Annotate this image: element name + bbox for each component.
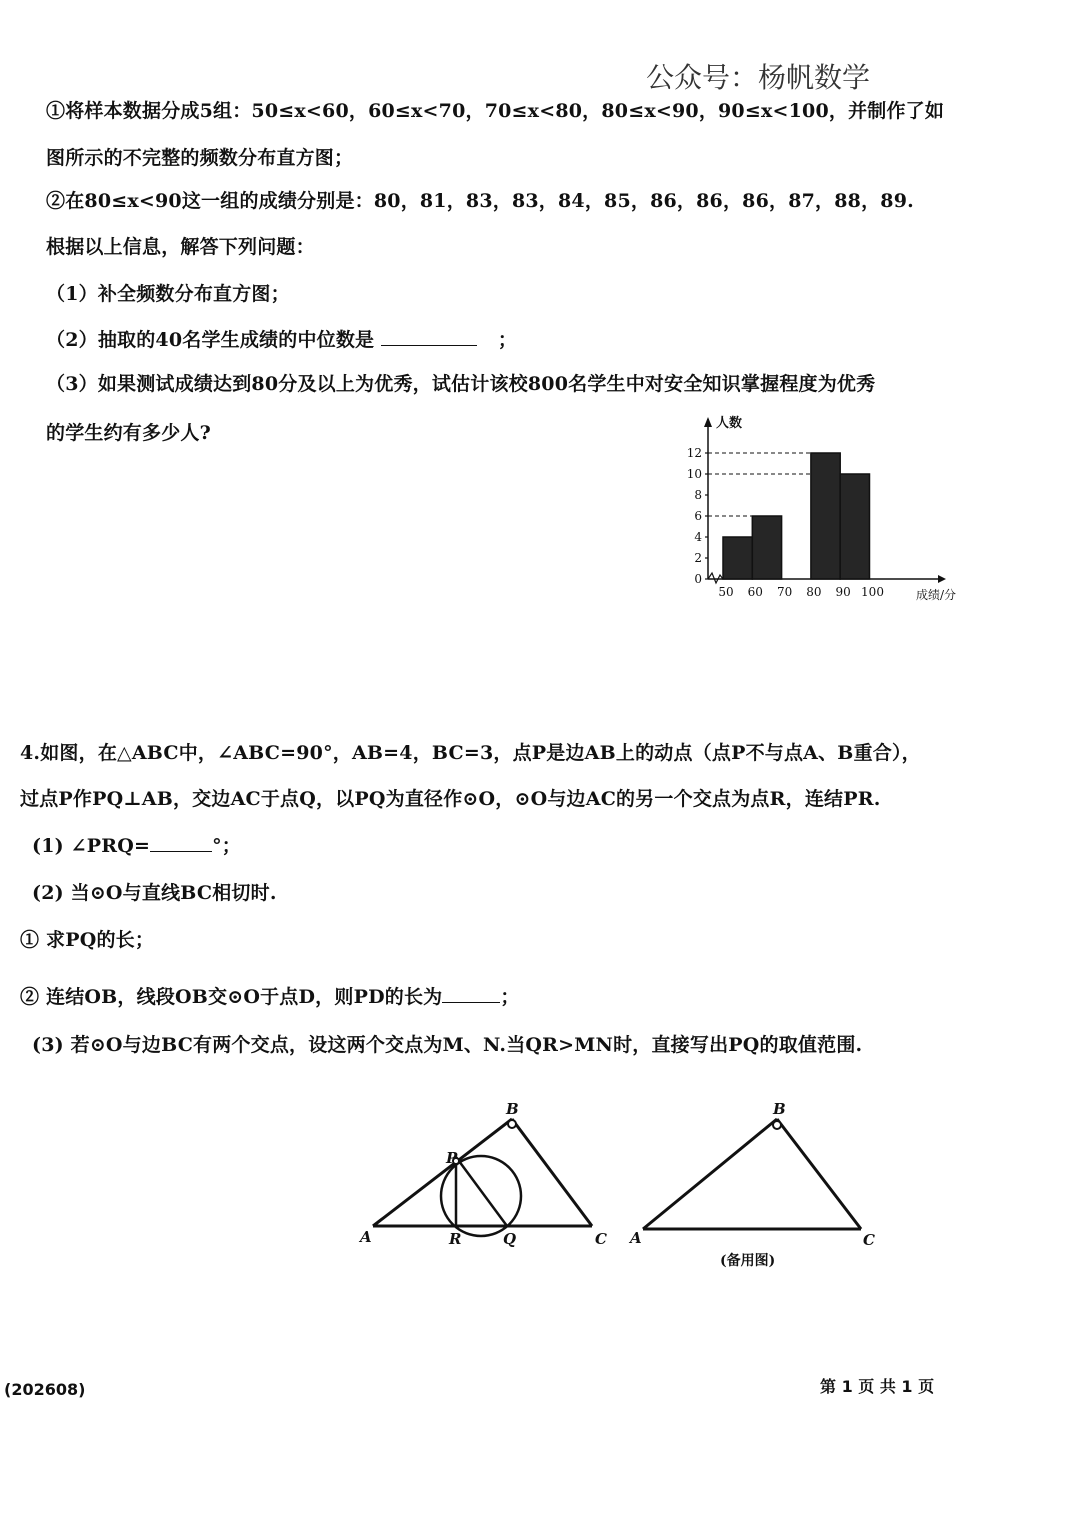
label-c: C [595, 1230, 607, 1248]
circle-o [441, 1156, 521, 1236]
q3-line-3: ②在80≤x<90这一组的成绩分别是：80，81，83，83，84，85，86，86，86，87，88，89. [46, 190, 914, 212]
y-tick-label-10: 10 [686, 467, 702, 481]
q3-sub-2-end: ； [497, 329, 518, 351]
y-tick-label-0: 0 [694, 572, 702, 586]
x-tick-label-90: 90 [835, 585, 851, 599]
q3-line-4: 根据以上信息，解答下列问题： [46, 236, 315, 258]
x-tick-label-100: 100 [861, 585, 884, 599]
y-tick-label-8: 8 [694, 488, 702, 502]
q4-sub-2: (2) 当⊙O与直线BC相切时. [32, 882, 277, 904]
x-tick-label-60: 60 [747, 585, 763, 599]
histogram-bar-3 [811, 453, 840, 579]
x-tick-label-70: 70 [776, 585, 793, 599]
label-b-spare: B [773, 1100, 786, 1118]
q3-sub-2 [46, 325, 517, 352]
triangle-abc [373, 1119, 592, 1226]
label-p: P [446, 1149, 458, 1167]
q4-sub-2-part-2 [20, 982, 520, 1009]
q3-sub-3-line-1: （3）如果测试成绩达到80分及以上为优秀，试估计该校800名学生中对安全知识掌握程度为优秀 [46, 373, 876, 395]
label-q: Q [503, 1230, 517, 1248]
axis-break-mark [708, 573, 723, 583]
geometry-figure-spare [625, 1095, 895, 1275]
triangle-abc-spare [643, 1119, 861, 1229]
y-tick-label-12: 12 [686, 446, 702, 460]
q3-sub-1: （1）补全频数分布直方图； [46, 283, 290, 305]
q4-line-2: 过点P作PQ⊥AB，交边AC于点Q，以PQ为直径作⊙O，⊙O与边AC的另一个交点为点R，连结PR. [20, 788, 881, 810]
histogram-bar-4 [840, 474, 869, 579]
q3-line-1: ①将样本数据分成5组：50≤x<60，60≤x<70，70≤x<80，80≤x<90，90≤x<100，并制作了如 [46, 100, 945, 122]
histogram-chart [680, 405, 980, 610]
y-axis-label: 人数 [716, 416, 743, 431]
q4-sub-2-part-1: ① 求PQ的长； [20, 929, 155, 951]
footer-page-number: 第 1 页 共 1 页 [820, 1377, 935, 1396]
y-axis-arrow [704, 417, 712, 427]
histogram-bar-1 [752, 516, 781, 579]
pd-answer-blank[interactable] [442, 1002, 500, 1003]
x-tick-label-80: 80 [806, 585, 822, 599]
q4-line-1: 4.如图，在△ABC中，∠ABC=90°，AB=4，BC=3，点P是边AB上的动点（点P不与点A、B重合）， [20, 742, 921, 764]
footer-code: (202608) [4, 1380, 86, 1399]
q3-sub-3-line-2: 的学生约有多少人? [46, 422, 211, 444]
histogram-bar-0 [723, 537, 752, 579]
angle-answer-blank[interactable] [150, 851, 212, 852]
right-angle-marker [508, 1120, 516, 1128]
q3-line-2: 图所示的不完整的频数分布直方图； [46, 147, 354, 169]
q4-sub-2-part-2-end: ； [500, 986, 520, 1008]
watermark-text: 公众号：杨帆数学 [646, 61, 871, 94]
label-c-spare: C [863, 1231, 875, 1249]
q4-sub-1 [32, 831, 241, 858]
y-tick-label-4: 4 [694, 530, 702, 544]
label-b: B [506, 1100, 519, 1118]
segment-pq [456, 1157, 507, 1226]
spare-figure-caption: (备用图) [720, 1253, 776, 1269]
x-axis-label: 成绩/分 [916, 588, 957, 602]
right-angle-marker-spare [773, 1121, 781, 1129]
x-axis-arrow [938, 575, 946, 583]
q4-sub-1-end: °； [212, 835, 241, 857]
geometry-figure-main [355, 1095, 615, 1255]
q4-sub-3: (3) 若⊙O与边BC有两个交点，设这两个交点为M、N.当QR>MN时，直接写出PQ的取值范围. [32, 1034, 863, 1056]
label-r: R [449, 1230, 462, 1248]
q4-sub-1-text: (1) ∠PRQ= [32, 835, 151, 857]
y-tick-label-6: 6 [694, 509, 702, 523]
median-answer-blank[interactable] [381, 345, 477, 346]
x-tick-label-50: 50 [718, 585, 734, 599]
q3-sub-2-text: （2）抽取的40名学生成绩的中位数是 [46, 329, 375, 351]
q4-sub-2-part-2-text: ② 连结OB，线段OB交⊙O于点D，则PD的长为 [20, 986, 443, 1008]
y-tick-label-2: 2 [694, 551, 702, 565]
label-a-spare: A [630, 1229, 642, 1247]
label-a: A [360, 1228, 372, 1246]
